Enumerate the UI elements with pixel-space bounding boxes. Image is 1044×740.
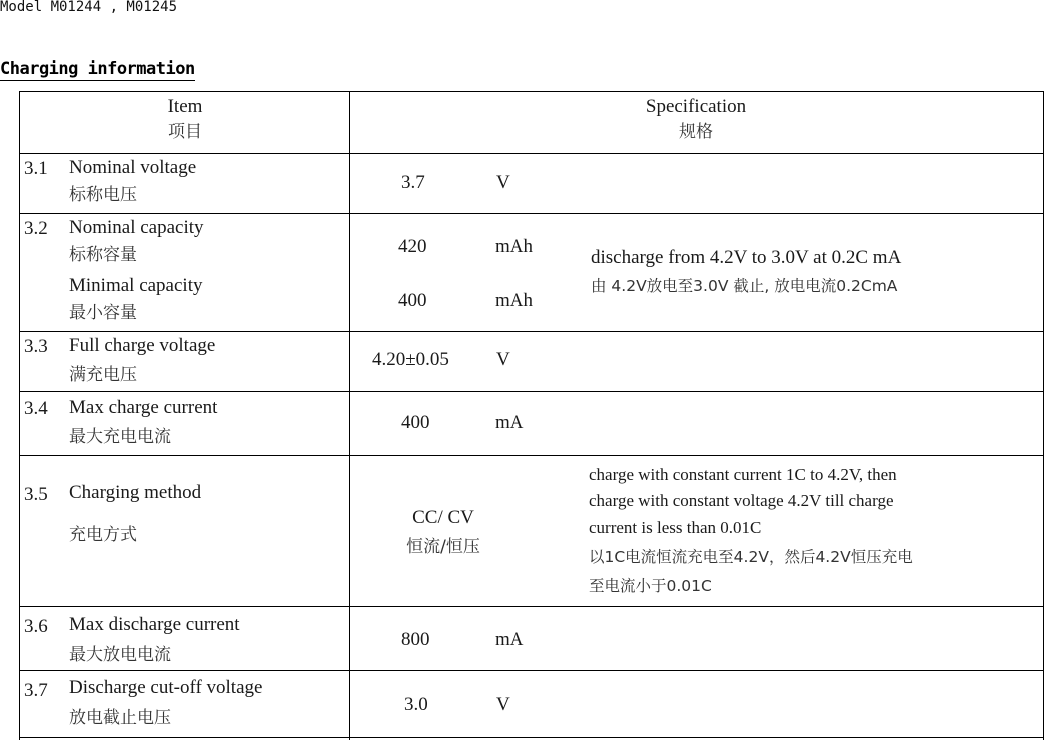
section-title: Charging information [0,59,195,79]
table-divider-column [349,91,350,740]
row-label-en: Discharge cut-off voltage [69,677,263,698]
row-number: 3.4 [24,398,48,419]
table-row-line [19,391,1044,392]
header-spec-cn: 规格 [679,122,713,142]
row-value: 800 [401,629,430,650]
row-label-cn: 标称容量 [69,245,137,265]
row-value: CC/ CV [412,507,474,528]
row-value-cn: 恒流/恒压 [406,537,480,557]
row-value: 3.0 [404,694,428,715]
row-value: 420 [398,236,427,257]
row-number: 3.7 [24,680,48,701]
row-label-en: Charging method [69,482,202,503]
row-unit-2: mAh [495,290,533,311]
row-label-cn: 最大放电电流 [69,645,171,665]
row-unit: V [496,694,510,715]
row-label-cn: 最大充电电流 [69,427,171,447]
row-label-en: Nominal voltage [69,157,197,178]
row-note-line-cn: 至电流小于0.01C [589,577,712,595]
row-number: 3.5 [24,484,48,505]
table-row-line [19,455,1044,456]
table-row-line [19,606,1044,607]
row-label-en: Nominal capacity [69,217,204,238]
row-label-cn-2: 最小容量 [69,303,137,323]
table-border-top [19,91,1044,92]
row-value-2: 400 [398,290,427,311]
row-value: 400 [401,412,430,433]
row-label-en-2: Minimal capacity [69,275,203,296]
table-row-line [19,670,1044,671]
row-value: 4.20±0.05 [372,349,449,370]
row-number: 3.2 [24,218,48,239]
table-row-line [19,737,1044,738]
row-label-cn: 标称电压 [69,185,137,205]
row-label-en: Max charge current [69,397,218,418]
row-value: 3.7 [401,172,425,193]
row-unit: V [496,172,510,193]
row-unit: mAh [495,236,533,257]
model-label: Model M01244 , M01245 [0,0,178,15]
row-note-line-cn: 以1C电流恒流充电至4.2V，然后4.2V恒压充电 [589,548,913,566]
row-number: 3.3 [24,336,48,357]
table-border-left [19,91,20,740]
row-number: 3.1 [24,158,48,179]
row-note-en: discharge from 4.2V to 3.0V at 0.2C mA [591,247,902,268]
table-row-line [19,153,1044,154]
row-label-cn: 满充电压 [69,365,137,385]
header-item-cn: 项目 [168,122,202,142]
row-number: 3.6 [24,616,48,637]
row-label-en: Max discharge current [69,614,240,635]
row-note-line: charge with constant current 1C to 4.2V, then [589,465,897,484]
table-row-line [19,331,1044,332]
header-item-en: Item [167,96,203,117]
row-unit: mA [495,629,524,650]
table-row-line [19,213,1044,214]
row-note-cn: 由 4.2V放电至3.0V 截止, 放电电流0.2CmA [591,277,898,295]
row-label-cn: 放电截止电压 [69,708,171,728]
row-note-line: current is less than 0.01C [589,518,762,537]
header-spec-en: Specification [645,96,747,117]
row-unit: V [496,349,510,370]
row-note-line: charge with constant voltage 4.2V till charge [589,491,894,510]
row-label-cn: 充电方式 [69,525,137,545]
row-unit: mA [495,412,524,433]
row-label-en: Full charge voltage [69,335,216,356]
